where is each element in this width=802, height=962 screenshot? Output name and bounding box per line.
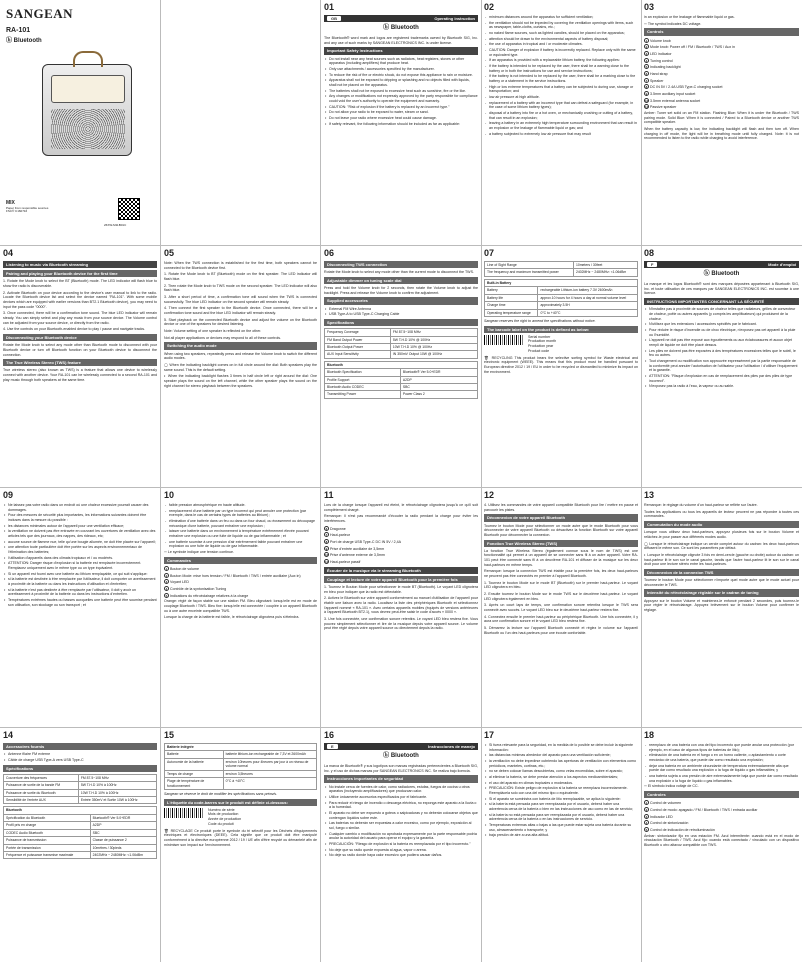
list-item: - if the battery is intended to be replaced by the user, there shall be a warning close to the battery or in both the instructions for use and service instructions;: [484, 64, 638, 73]
list-item: • N'utilisez que les extensions / accessoires spécifiés par le fabricant.: [644, 322, 799, 327]
panel-08: 08 F Mode d'emploi ⓑ Bluetooth La marque et les logos Bluetooth® sont des marques déposées appartenant à Bluetooth SIG, Inc. et toute utilisation de ces marques par SANGEAN ELECTRONICS INC. est soumise à une licence. INSTRUCTIONS IMPORTANTES CONCERNANT LA SÉCURITÉ • N'installez pas à proximité de sources de chaleur telles que radiateurs, grilles de convecteur de chaleur, poêle ou autres appareils (y compris les amplificateurs) qui produisent de la chaleur. • N'utilisez que les extensions / accessoires spécifiés par le fabricant. • Pour réduire le risque d'incendie ou de choc électrique, n'exposez pas cet appareil à la pluie ou l'humidité. • L'appareil ne doit pas être exposé aux égouttements ou aux éclaboussures et aucun objet rempli de liquide ne doit être placé dessus. • Les piles ne doivent pas être exposées à des températures excessives telles que le soleil, le feu ou autres. • Tout changement ou modification non approuvée expressément par la partie responsable de la conformité peut annuler l'autorisation de l'utilisateur pour l'utilisation / d'utiliser l'équipement et la garantie. • ATTENTION: "Risque d'explosion en cas de remplacement des piles par des piles de type incorrect". • N'exposez pas la radio à l'eau, la vapeur ou au sable.: [641, 246, 802, 487]
accessory-item: • External FM Wire Antenna: [324, 307, 478, 312]
list-item: • N'exposez pas la radio à l'eau, la vapeur ou au sable.: [644, 384, 799, 389]
list-item: • Las baterías no deberán ser expuestas a calor excesivo, como por ejemplo, exposición al sol, fuego o similar.: [324, 821, 478, 830]
spec-value: Entrée 350mV et Sortie 10W à 100Hz: [78, 796, 156, 803]
spec-label: Transmitting Power: [325, 391, 401, 398]
list-item: • no se deben colocar llamas descubiertas, como velas encendidas, sobre el aparato;: [484, 769, 638, 774]
spec-row: [4, 837, 157, 844]
controls-list: [644, 38, 799, 110]
weee-bin-icon: 🗑: [164, 828, 170, 833]
spec-row: [485, 287, 638, 294]
control-item: 7 Haut-parleur: [325, 533, 350, 538]
list-item: - a battery subjected to extremely low air pressure that may result: [484, 132, 638, 137]
spec-table: Bluetooth Spécification du Bluetooth Bluetooth® Ver 5.0+EDR Profil pris en charge A2DP CODEC Audio Bluetooth SBC Puissance de transmission Classe de puissance 2 Portée de transmission 10mètres / 30pieds Fréquence et puissance transmise maximale 2402MHz ~ 2480MHz: <1.06dBm: [3, 806, 157, 859]
list-item: - élimination d'une batterie dans un feu ou dans un four chaud, ou écrasement ou découpage mécanique d'une batterie, pouvant entraîner une explosion ;: [164, 519, 317, 528]
step-item: 5. Start playback on the connected Bluetooth device and adjust the volume on the Bluetooth device or one of the speakers for desired listening.: [164, 317, 317, 327]
cover-panel: [0, 0, 160, 245]
spec-row: [4, 774, 157, 781]
fsc-logo: MIX Paper from responsible sources FSC® C160716: [6, 200, 49, 214]
barcode-label: Mois de production: [208, 812, 239, 817]
spec-label: Charge time: [485, 302, 538, 309]
list-item: • aucune source de flamme nue, telle qu'une bougie allumée, ne doit être placée sur l'appareil;: [3, 540, 157, 545]
list-item: • si la batería está pensada para ser reemplazada por el usuario, deberá haber una advertencia cerca de la batería o bien en las instrucciones de uso como en las de servicio;: [484, 802, 638, 811]
spec-table: [3, 774, 157, 805]
control-item: 6 Hand strap: [645, 71, 668, 76]
spec-value: approx.10 hours for 4 hours a day at normal volume level: [538, 294, 638, 301]
spec-row: [165, 770, 317, 777]
step-item: 3. Une fois connectée, une confirmation sonore retentira. Le voyant LED bleu restera fixe. Vous pouvez simplement sélectionner et lire de la musique depuis votre appareil source. Le volume peut être réglé depuis votre appareil source ou directement depuis la radio.: [324, 617, 478, 631]
control-item: 3 LED indicator: [645, 51, 672, 56]
list-item: • si la batterie est destinée à être remplacée par l'utilisateur, il doit comporter un avertissement à proximité de la batterie ou dans les instructions d'utilisation et d'entretien;: [3, 577, 157, 586]
model-name: RA-101: [6, 26, 31, 34]
spec-row: [4, 789, 157, 796]
list-item: - attention should be drawn to the environmental aspects of battery disposal;: [484, 37, 638, 42]
spec-row: [4, 822, 157, 829]
list-item: • Do not allow your radio to be exposed to water, steam or sand.: [324, 110, 478, 115]
list-item: - eliminación de una batería en el fuego o en un horno caliente, o aplastamiento o corte mecánico de una batería, que puede dar como resultado una explosión;: [644, 753, 799, 762]
spec-value: environ 10heures pour 4heures par jour à un niveau de volume normal: [223, 758, 316, 770]
list-item: • Les piles ne doivent pas être exposées à des températures excessives telles que le soleil, le feu ou autres.: [644, 349, 799, 358]
step-item: 2. Activate Bluetooth on your device according to the device's user manual to link to the radio. Locate the Bluetooth device list and select the device named "RA-101". With some mobile devices which are equipped with earlier versions than BT2.1 Bluetooth device), you may need to input the pass code "0000".: [3, 290, 157, 309]
spec-table: Batterie intégrée Batterie batterie lithium-ion rechargeable de 7,3V et 2600mAh Autonomie de la batterie environ 10heures pour 4heures par jour à un niveau de volume normal Temps de charge environ 3,5heures Plage de température de fonctionnement 0°C à +40°C: [164, 743, 317, 790]
spec-value: 5W T.H.D 10% @ 100Hz: [390, 336, 477, 343]
list-item: • Températures extrêmes hautes ou basses auxquelles une batterie peut être soumise pendant son utilisation, son stockage ou son transport ; et: [3, 598, 157, 607]
barcode-label: Année de production: [208, 817, 242, 822]
list-item: • baja presión de aire a una alta altitud.: [484, 833, 638, 838]
panel-07: 07 Line of Sight Range 10meters / 30feet The frequency and maximum transmitted power 2402MHz ~ 2480MHz: <1.06dBm Built-in Battery Battery rechargeable Lithium-ion battery 7.3V 2600mAh Battery life approx.10 hours for 4 hours a day at normal volume level Charge time approximately 3.5H Operating temperature range 0°C to +40°C Sangean reserves the right to amend the specifications without notice. The barcode label on the product is defined as below: Serial number Production month Production year Product code 🗑 RECYCLING This product bears the selective sorting symbol for Waste electrical and electronic equipment (WEEE). This means that this product must be handled pursuant to European directive 2012 / 19 / EU in order to be recycled or dismantled to minimize its impact on the environment.: [484, 248, 638, 374]
list-item: • Utilice únicamente accesorios especificados por el fabricante.: [324, 795, 478, 800]
spec-value: Bluetooth® Ver 5.0+EDR: [90, 814, 156, 821]
spec-value: Classe de puissance 2: [90, 837, 156, 844]
spec-row: [485, 302, 638, 309]
spec-row: [325, 384, 478, 391]
spec-label: Line of Sight Range: [485, 262, 574, 269]
step-item: 4. Then connect the first speaker to the Bluetooth device. Once connected, there will be a confirmation tone sound and the blue LED indicator will remain steady.: [164, 306, 317, 316]
qr-code: [118, 198, 140, 220]
control-item: 8 Port de charge USB Type-C DC IN 5V / 2,4A: [325, 540, 402, 545]
panel-03: 03 in an explosion or the leakage of flammable liquid or gas. ⎓ The symbol indicates DC voltage. Controls 1 Volume knob 2 Mode knob: Power off / FM / Bluetooth / TWS / Aux in 3 LED indicator 4 Tuning control 5 Indicating backlight 6 Hand strap 7 Speaker 8 DC IN 5V / 2.4A USB Type-C charging socket 9 3.5mm auxiliary input socket 10 3.5mm external antenna socket 11 Passive speaker Amber: Tuner set solid on an FM station. Flashing Blue: When it is under the Bluetooth / TWS pairing mode. Solid Blue: When it is connected / Paired to a Bluetooth device or another TWS compatible speaker. When the battery capacity is low, the indicating backlight will flash and then turn off. When charging in off mode, the light will be in breathing mode until fully charged. Note: It is not recommended to listen to the radio while charging to avoid interference.: [644, 2, 799, 141]
spec-value: Bluetooth® Ver 5.0+EDR: [400, 369, 477, 376]
control-item: 1 Volume knob: [645, 38, 671, 43]
panel-02: 02 - minimum distances around the apparatus for sufficient ventilation; - the ventilation should not be impeded by covering the ventilation openings with items, such as newspaper, table-cloths, curtains, etc.; - no naked flame sources, such as lighted candles, should be placed on the apparatus; - attention should be drawn to the environmental aspects of battery disposal; - the use of apparatus in tropical and / or moderate climates. - CAUTION: Danger of explosion if battery is incorrectly replaced. Replace only with the same or equivalent type. - If an apparatus is provided with a replaceable lithium battery, the following applies: - if the battery is intended to be replaced by the user, there shall be a warning close to the battery or in both the instructions for use and service instructions; - if the battery is not intended to be replaced by the user, there shall be a marking close to the battery or a statement in the service instructions. - High or low extreme temperatures that a battery can be subjected to during use, storage or transportation; and - low air pressure at high altitude. - replacement of a battery with an incorrect type that can defeat a safeguard (for example, in the case of some lithium battery types); - disposal of a battery into fire or a hot oven, or mechanically crushing or cutting of a battery, that can result in an explosion; - leaving a battery in an extremely high temperature surrounding environment that can result in an explosion or the leakage of flammable liquid or gas; and - a battery subjected to extremely low air pressure that may result: [481, 0, 641, 245]
list-item: • la ventilation ne doivent pas être entravée en couvrant les ouvertures de ventilation avec des articles tels que des journaux, des nappes, des rideaux, etc;: [3, 529, 157, 538]
spec-row: [325, 336, 478, 343]
control-item: 2 Bouton Mode: mise hors tension / FM / Bluetooth / TWS / entrée auxiliaire (Aux in): [165, 573, 301, 578]
spec-label: AUX Input Sensitivity: [325, 351, 391, 358]
list-item: • L'appareil ne doit pas être exposé aux égouttements ou aux éclaboussures et aucun objet rempli de liquide ne doit être placé dessus.: [644, 338, 799, 347]
panel-13: 13 Remarque: le réglage du volume d'un haut-parleur se reflète sur l'autre. Toutes les applications ou tous les appareils de lecteur peuvent ne pas répondre à toutes ces commandes. Commutation du mode audio Lorsque vous utilisez deux haut-parleurs, appuyez plusieurs fois sur le bouton Volume et relâchez-le pour passer aux différents modes audio. ◯ Lorsque le rétroéclairage indique un cercle complet autour du cadran: les deux haut-parleurs diffusent le même son. Ce sont les paramètres par défaut. ◐ Lorsque le rétroéclairage clignote 3 fois en demi-cercle (gauche ou droite) autour du cadran: un haut-parleur lit le son sur le canal gauche, tandis que l'autre haut-parleur lit le son sur le canal droit pour une lecture stéréo entre les haut-parleurs. Déconnexion de la connexion TWS Tournez le bouton Mode pour sélectionner n'importe quel mode autre que le mode actuel pour déconnecter le TWS. Intensité du rétroéclairage réglable sur le cadran de tuning Appuyez sur le bouton Volume et maintenez-le enfoncé pendant 2 secondes, puis tournez-le pour régler le rétroéclairage. Appuyez brièvement sur le bouton Volume pour confirmer le réglage.: [644, 490, 799, 612]
control-item: 2 Mode knob: Power off / FM / Bluetooth / TWS / Aux in: [645, 45, 735, 50]
spec-value: 0°C to +40°C: [538, 309, 638, 316]
spec-label: Portée de transmission: [4, 844, 91, 851]
list-item: - if the battery is not intended to be replaced by the user, there shall be a marking close to the battery or a statement in the service instructions.: [484, 74, 638, 83]
bluetooth-logo: ⓑ Bluetooth: [383, 25, 419, 32]
panel-14: 14 Accessoires fournis • Antenne filaire FM externe • Câble de charge USB Type-A vers USB Type-C Spécifications Couverture des fréquences FM 87.5~108 MHz Puissance de sortie de la bande FM 5W T.H.D 10% à 100Hz Puissance de sortie du Bluetooth 10W T.H.D 10% à 100Hz Sensibilité de l'entrée AUX Entrée 350mV et Sortie 10W à 100Hz Bluetooth Spécification du Bluetooth Bluetooth® Ver 5.0+EDR Profil pris en charge A2DP CODEC Audio Bluetooth SBC Puissance de transmission Classe de puissance 2 Portée de transmission 10mètres / 30pieds Fréquence et puissance transmise maximale 2402MHz ~ 2480MHz: <1.06dBm: [0, 728, 160, 962]
spec-label: Spécification du Bluetooth: [4, 814, 91, 821]
spec-row: [4, 844, 157, 851]
list-item: • If safety relevant, the following information should be included as far as applicable:: [324, 122, 478, 127]
list-item: • si la batería no está pensada para ser reemplazada por el usuario, deberá haber una advertencia cerca de la batería o en las instrucciones de servicio.: [484, 813, 638, 822]
barcode-label: Production year: [528, 344, 554, 349]
spec-row: [325, 391, 478, 398]
list-item: • The batteries shall not be exposed to excessive heat such as sunshine, fire or the like.: [324, 89, 478, 94]
safety-list: [324, 57, 478, 127]
spec-row: [485, 294, 638, 301]
control-item: 11 Haut-parleur passif: [325, 560, 361, 565]
spec-value: 2402MHz ~ 2480MHz: <1.06dBm: [573, 269, 637, 276]
spec-value: SBC: [400, 384, 477, 391]
panel-06: 06 Disconnecting TWS connection Rotate the Mode knob to select any mode other than the current mode to disconnect the TWS. Adjustable dimmer on tuning scale dial Press and hold the Volume knob for 2 seconds, then rotate the Volume knob to adjust the backlight. Press and release the Volume knob to confirm the adjustment. Supplied accessories • External FM Wire Antenna • USB Type-A to USB Type-C Charging Cable Specifications Frequency Coverage FM 87.5~108 MHz FM Band Output Power 5W T.H.D 10% @ 100Hz Bluetooth Output Power 10W T.H.D 10% @ 100Hz AUX Input Sensitivity IN 350mV Output 10W @ 100Hz Bluetooth Bluetooth Specification Bluetooth® Ver 5.0+EDR Profile Support A2DP Bluetooth Audio CODEC SBC Transmitting Power Power Class 2: [321, 246, 481, 487]
list-item: • al eliminar la batería, se debe prestar atención a los aspectos medioambientales;: [484, 775, 638, 780]
control-item: 5 Indicating backlight: [645, 65, 681, 70]
spec-value: FM 87.5~108 MHz: [78, 774, 156, 781]
list-item: • Cualquier cambio o modificación no aprobada expresamente por la parte responsable podría anular la autoridad del usuario para operar el equipo y la garantía.: [324, 832, 478, 841]
panel-15: 15 Batterie intégrée Batterie batterie lithium-ion rechargeable de 7,3V et 2600mAh Autonomie de la batterie environ 10heures pour 4heures par jour à un niveau de volume normal Temps de charge environ 3,5heures Plage de température de fonctionnement 0°C à +40°C Sangean se réserve le droit de modifier les spécifications sans préavis. L'étiquette du code-barres sur le produit est définie ci-dessous: Numéro de série Mois de production Année de production Code du produit 🗑 RECYCLAGE Ce produit porte le symbole du tri sélectif pour les Déchets d'équipements électriques et électroniques (DEEE). Cela signifie que ce produit doit être manipulé conformément à la directive européenne 2012 / 19 / UE afin d'être recyclé ou démantelé afin de minimiser son impact sur l'environnement.: [164, 730, 318, 847]
spec-label: Profil pris en charge: [4, 822, 91, 829]
dc-symbol-icon: ⎓: [644, 21, 647, 26]
spec-label: Operating temperature range: [485, 309, 538, 316]
spec-row: [4, 814, 157, 821]
brand-logo: SANGEAN: [6, 6, 74, 21]
spec-value: FM 87.5~108 MHz: [390, 329, 477, 336]
dial-half-icon: ◐: [164, 374, 167, 379]
control-item: 2 Control de modo: apagado / FM / Bluetooth / TWS / entrada auxiliar: [645, 807, 758, 812]
panel-17: 17 • Si fuera relevante para la seguridad, en la medida de lo posible se debe incluir la siguiente información: • las distancias mínimas alrededor del aparato para una ventilación suficiente; • la ventilación no debe impedirse cubriendo las aperturas de ventilación con elementos como periódicos, manteles, cortinas, etc.; • no se deben colocar llamas descubiertas, como velas encendidas, sobre el aparato; • al eliminar la batería, se debe prestar atención a los aspectos medioambientales; • el uso del aparato en climas tropicales o moderados. • PRECAUCIÓN: Existe peligro de explosión si la batería se reemplaza incorrectamente. Reemplácela solo con una del mismo tipo o equivalente. • Si el aparato se suministra con batería de litio reemplazable, se aplica lo siguiente: • si la batería está pensada para ser reemplazada por el usuario, deberá haber una advertencia cerca de la batería o bien en las instrucciones de uso como en las de servicio; • si la batería no está pensada para ser reemplazada por el usuario, deberá haber una advertencia cerca de la batería o en las instrucciones de servicio. • Temperaturas extremas altas o bajas a las que puede estar sujeta una batería durante su uso, almacenamiento o transporte; y • baja presión de aire a una alta altitud.: [481, 728, 641, 962]
list-item: • El aparato no debe ser expuesto a goteos o salpicaduras y no deberán colocarse objetos que contengan líquidos sobre este.: [324, 811, 478, 820]
list-item: - leaving a battery in an extremely high temperature surrounding environment that can result in an explosion or the leakage of flammable liquid or gas; and: [484, 121, 638, 130]
spec-row: [485, 269, 638, 276]
list-item: - une batterie soumise à une pression d'air extrêmement faible pouvant entraîner une explosion ou une fuite de liquide ou de gaz inflammable.: [164, 540, 317, 549]
list-item: - no naked flame sources, such as lighted candles, should be placed on the apparatus;: [484, 31, 638, 36]
list-item: - laisser une batterie dans un environnement à température extrêmement élevée pouvant entraîner une explosion ou une fuite de liquide ou de gaz inflammable ; et: [164, 529, 317, 538]
control-item: 10 Prise d'antenne externe de 3,5mm: [325, 553, 385, 558]
panel-01: 01 GB Operating instruction ⓑ Bluetooth The Bluetooth® word mark and logos are registered trademarks owned by Bluetooth SIG, Inc. and any use of such marks by SANGEAN ELECTRONICS INC. is under license. Important Safety Instructions • Do not install near any heat sources such as radiators, heat registers, stoves or other apparatus (including amplifiers) that produce heat. • Only use attachments / accessories specified by the manufacturer. • To reduce the risk of fire or electric shock, do not expose this appliance to rain or moisture. • Apparatus shall not be exposed to dripping or splashing and no objects filled with liquids, shall not be placed on the apparatus. • The batteries shall not be exposed to excessive heat such as sunshine, fire or the like. • Any changes or modifications not expressly approved by the party responsible for compliance could void the user's authority to operate the equipment and warranty. • CAUTION: "Risk of explosion if the battery is replaced by an incorrect type." • Do not allow your radio to be exposed to water, steam or sand. • Do not leave your radio where excessive heat could cause damage. • If safety relevant, the following information should be included as far as applicable:: [321, 0, 481, 245]
spec-value: batterie lithium-ion rechargeable de 7,3V et 2600mAh: [223, 751, 316, 758]
control-item: 5 Indications du rétroéclairage relatives à la charge: [165, 593, 249, 598]
panel-16: 16 E Instrucciones de manejo ⓑ Bluetooth La marca de Bluetooth® y sus logotipos son marcas registradas pertenecientes a Bluetooth SIG, Inc. y el uso de dichas marcas por SANGEAN ELECTRONICS INC. Se realiza bajo licencia. Instrucciones importantes de seguridad • No instale cerca de fuentes de calor, como radiadores, estufas, fuegos de cocina u otros aparatos (incluyendo amplificadores) que produzcan calor. • Utilice únicamente accesorios especificados por el fabricante. • Para reducir el riesgo de incendio o descarga eléctrica, no exponga este aparato a la lluvia o a la humedad. • El aparato no debe ser expuesto a goteos o salpicaduras y no deberán colocarse objetos que contengan líquidos sobre este. • Las baterías no deberán ser expuestas a calor excesivo, como por ejemplo, exposición al sol, fuego o similar. • Cualquier cambio o modificación no aprobada expresamente por la parte responsable podría anular la autoridad del usuario para operar el equipo y la garantía. • PRECAUCIÓN: "Riesgo de explosión si la batería es reemplazada por el tipo incorrecto." • No deje que su radio quede expuesta al agua, vapor o arena. • No deje su radio donde haya calor excesivo que pudiera causar daños.: [321, 728, 481, 962]
spec-label: Profile Support: [325, 376, 401, 383]
list-item: • Si fuera relevante para la seguridad, en la medida de lo posible se debe incluir la siguiente información:: [484, 743, 638, 752]
spec-row: [325, 351, 478, 358]
spec-row: [165, 751, 317, 758]
list-item: • Apparatus shall not be exposed to dripping or splashing and no objects filled with liquids, shall not be placed on the apparatus.: [324, 78, 478, 87]
bluetooth-logo: ⓑ Bluetooth: [703, 271, 740, 278]
spec-row: [165, 758, 317, 770]
spec-row: [4, 796, 157, 803]
spec-label: Frequency Coverage: [325, 329, 391, 336]
spec-label: FM Band Output Power: [325, 336, 391, 343]
control-item: 9 Prise d'entrée auxiliaire de 3,5mm: [325, 546, 385, 551]
list-item: • las distancias mínimas alrededor del aparato para una ventilación suficiente;: [484, 753, 638, 758]
spec-label: Autonomie de la batterie: [165, 758, 224, 770]
list-item: • Si el aparato se suministra con batería de litio reemplazable, se aplica lo siguiente:: [484, 797, 638, 802]
accessory-item: • Câble de charge USB Type-A vers USB Type-C: [3, 758, 157, 763]
list-item: • el uso del aparato en climas tropicales o moderados.: [484, 781, 638, 786]
list-item: • No deje su radio donde haya calor excesivo que pudiera causar daños.: [324, 853, 478, 858]
panel-10: 10 - faible pression atmosphérique en haute altitude. - remplacement d'une batterie par un type incorrect qui peut annuler une protection (par exemple, dans le cas de certains types de batteries au lithium) ; - élimination d'une batterie dans un feu ou dans un four chaud, ou écrasement ou découpage mécanique d'une batterie, pouvant entraîner une explosion ; - laisser une batterie dans un environnement à température extrêmement élevée pouvant entraîner une explosion ou une fuite de liquide ou de gaz inflammable ; et - une batterie soumise à une pression d'air extrêmement faible pouvant entraîner une explosion ou une fuite de liquide ou de gaz inflammable. ⎓ Le symbole indique une tension continue. Commandes 1 Bouton de volume 2 Bouton Mode: mise hors tension / FM / Bluetooth / TWS / entrée auxiliaire (Aux in) 3 Voyant LED 4 Contrôle de la syntonisation Tuning 5 Indications du rétroéclairage relatives à la charge Orange: réglé de façon stable sur une station FM. Bleu clignotant: lorsqu'elle est en mode de couplage Bluetooth / TWS. Bleu fixe: lorsqu'elle est connectée / couplée à un appareil Bluetooth ou à une autre enceinte compatible TWS. Lorsque la charge de la batterie est faible, le rétroéclairage clignotera puis s'éteindra.: [161, 488, 320, 727]
barcode-label: Serial number: [528, 334, 551, 339]
list-item: • l'utilisation d'appareils dans des climats tropicaux et / ou modérés.: [3, 556, 157, 561]
control-item: 7 Speaker: [645, 78, 664, 83]
spec-value: A2DP: [90, 822, 156, 829]
step-item: 1. Rotate the Mode knob to select the BT (Bluetooth) mode. The LED indicator will flash blue to show the radio is discoverable.: [3, 279, 157, 289]
barcode-label: Product code: [528, 348, 550, 353]
list-item: - CAUTION: Danger of explosion if battery is incorrectly replaced. Replace only with the same or equivalent type.: [484, 48, 638, 57]
list-item: • No deje que su radio quede expuesta al agua, vapor o arena.: [324, 848, 478, 853]
spec-value: 5W T.H.D 10% à 100Hz: [78, 782, 156, 789]
control-item: 4 Control de sintonización: [645, 821, 689, 826]
spec-value: Power Class 2: [400, 391, 477, 398]
step-item: 2. Ensuite tournez le bouton Mode sur le mode TWS sur le deuxième haut-parleur. Le voyant LED clignotera également en bleu.: [484, 592, 638, 601]
spec-row: [485, 309, 638, 316]
spec-table: [484, 261, 638, 277]
panel-18: 18 - reemplazo de una batería con una del tipo incorrecto que puede anular una protección (por ejemplo, en el caso de algunos tipos de baterías de litio); - eliminación de una batería en el fuego o en un horno caliente, o aplastamiento o corte mecánico de una batería, que puede dar como resultado una explosión; - dejar una batería en un ambiente circundante de temperatura extremadamente alta que puede dar como resultado una explosión o la fuga de líquido o gas inflamables; y - una batería sujeta a una presión de aire extremadamente baja que puede dar como resultado una explosión o la fuga de líquido o gas inflamables. ⎓ El símbolo indica voltaje de CC. Controles 1 Control de volumen 2 Control de modo: apagado / FM / Bluetooth / TWS / entrada auxiliar 3 Indicador LED 4 Control de sintonización 5 Control de indicación de retroiluminación Ámbar: sintonizador fijo en una estación FM. Azul intermitente: cuando está en el modo de vinculación Bluetooth / TWS. Azul fijo: cuando está conectado / vinculado con un dispositivo Bluetooth u otro altavoz compatible con TWS.: [641, 728, 802, 962]
list-item: • Si un appareil est fourni avec une batterie au lithium remplaçable, ce qui suit s'applique:: [3, 572, 157, 577]
panel-12: 12 4. Utilisez les commandes de votre appareil compatible Bluetooth pour lire / mettre en pause et parcourir les pistes. Déconnexion de votre appareil Bluetooth Tournez le bouton Mode pour sélectionner un mode autre que le mode Bluetooth pour vous déconnecter de votre appareil Bluetooth ou désactivez la fonction Bluetooth sur votre appareil Bluetooth pour déconnecter la connexion. Fonction True Wireless Stereo (TWS) La fonction True Wireless Stereo (également connue sous le nom de TWS) est une fonctionnalité qui permet à un appareil de se connecter sans fil à un autre appareil. Votre RA-101 peut être connecté sans fil à un deuxième RA-101 et diffuser de la musique sur les deux haut-parleurs en même temps. Remarque: lorsque la connexion TWS est établie pour la première fois, les deux haut-parleurs ne peuvent pas être connectés en premier à l'appareil Bluetooth. 1. Tournez le bouton Mode sur le mode BT (Bluetooth) sur le premier haut-parleur. Le voyant LED clignotera en bleu. 2. Ensuite tournez le bouton Mode sur le mode TWS sur le deuxième haut-parleur. Le voyant LED clignotera également en bleu. 3. Après un court laps de temps, une confirmation sonore retentira lorsque le TWS sera connecté avec succès. Le voyant LED bleu sur le deuxième haut-parleur restera fixe. 4. Connectez ensuite le premier haut-parleur au périphérique Bluetooth. Une fois connectée, il y aura une confirmation sonore et le voyant LED bleu restera fixe. 5. Démarrez la lecture sur l'appareil Bluetooth connecté et réglez le volume sur l'appareil Bluetooth ou l'un des haut-parleurs pour une écoute confortable.: [484, 490, 638, 635]
list-item: - the use of apparatus in tropical and / or moderate climates.: [484, 42, 638, 47]
spec-row: [4, 782, 157, 789]
spec-table: [324, 328, 478, 359]
list-item: - reemplazo de una batería con una del tipo incorrecto que puede anular una protección (por ejemplo, en el caso de algunos tipos de baterías de litio);: [644, 743, 799, 752]
step-item: 1. Tournez le Bouton Mode pour sélectionner le mode BT (Bluetooth). Le voyant LED clignotera en bleu pour indiquer que la radio est détectable.: [324, 585, 478, 594]
control-item: 5 Control de indicación de retroiluminación: [645, 827, 715, 832]
list-item: • ATTENTION: Danger risque d'explosion si la batterie est remplacée incorrectement. Remplacez uniquement avec le même type ou un type équivalent.: [3, 561, 157, 570]
list-item: • Ne laissez pas votre radio dans un endroit où une chaleur excessive pourrait causer des dommages.: [3, 503, 157, 512]
spec-table: Bluetooth Bluetooth Specification Bluetooth® Ver 5.0+EDR Profile Support A2DP Bluetooth Audio CODEC SBC Transmitting Power Power Class 2: [324, 361, 478, 399]
list-item: • Pour des mesures de sécurité plus importantes, les informations suivantes doivent être incluses dans la mesure du possible :: [3, 513, 157, 522]
list-item: • CAUTION: "Risk of explosion if the battery is replaced by an incorrect type.": [324, 105, 478, 110]
spec-label: The frequency and maximum transmitted power: [485, 269, 574, 276]
control-item: 11 Passive speaker: [645, 105, 677, 110]
dial-half-icon: ◐: [644, 552, 647, 557]
spec-row: [325, 343, 478, 350]
step-item: 3. After a short period of time, a confirmation tone will sound when the TWS is connected successfully. The blue LED indicator on the second speaker will remain steady.: [164, 295, 317, 304]
panel-11: 11 Lors de la charge lorsque l'appareil est éteint, le rétroéclairage clignotera jusqu'à ce qu'il soit complètement chargé. Remarque: Il n'est pas recommandé d'écouter la radio pendant la charge pour éviter les interférences. 6 Dragonne 7 Haut-parleur 8 Port de charge USB Type-C DC IN 5V / 2,4A 9 Prise d'entrée auxiliaire de 3,5mm 10 Prise d'antenne externe de 3,5mm 11 Haut-parleur passif Écouter de la musique via le streaming Bluetooth Couplage et lecture de votre appareil Bluetooth pour la première fois 1. Tournez le Bouton Mode pour sélectionner le mode BT (Bluetooth). Le voyant LED clignotera en bleu pour indiquer que la radio est détectable. 2. Activez le Bluetooth sur votre appareil conformément au manuel d'utilisation de l'appareil pour établir une liaison avec la radio. Localisez la liste des périphériques Bluetooth et sélectionnez l'appareil nommé « RA-101 ». Avec certains appareils mobiles (équipés de versions antérieures à l'appareil Bluetooth BT2.1), vous devrez peut-être saisir le code d'accès « 0000 ». 3. Une fois connectée, une confirmation sonore retentira. Le voyant LED bleu restera fixe. Vous pouvez simplement sélectionner et lire de la musique depuis votre appareil source. Le volume peut être réglé depuis votre appareil source ou directement depuis la radio.: [324, 490, 478, 631]
barcode-diagram: [484, 335, 638, 354]
panel-04: 04 Listening to music via Bluetooth streaming Pairing and playing your Bluetooth device for the first time 1. Rotate the Mode knob to select the BT (Bluetooth) mode. The LED indicator will flash blue to show the radio is discoverable. 2. Activate Bluetooth on your device according to the device's user manual to link to the radio. Locate the Bluetooth device list and select the device named "RA-101". With some mobile devices which are equipped with earlier versions than BT2.1 Bluetooth device), you may need to input the pass code "0000". 3. Once connected, there will be a confirmation tone sound. The blue LED indicator will remain steady. You can simply select and play any music from your source device. The Volume control can be adjusted from your source device, or directly from the radio. 4. Use the controls on your Bluetooth-enabled device to play / pause and navigate tracks. Disconnecting your Bluetooth device Rotate the Mode knob to select any mode other than Bluetooth mode to disconnect with your Bluetooth device or turn off Bluetooth function on your Bluetooth device to disconnect the connection. The True Wireless Stereo (TWS) feature True wireless stereo (also known as TWS) is a feature that allows one device to wirelessly connect with another device. Your RA-101 can be wirelessly connected to a second RA-101 and play music through both speakers at the same time.: [3, 248, 157, 382]
spec-value: 10W T.H.D 10% à 100Hz: [78, 789, 156, 796]
dc-symbol-icon: ⎓: [164, 550, 167, 555]
control-item: 1 Control de volumen: [645, 801, 682, 806]
control-item: 10 3.5mm external antenna socket: [645, 98, 701, 103]
spec-label: CODEC Audio Bluetooth: [4, 829, 91, 836]
list-item: • Only use attachments / accessories specified by the manufacturer.: [324, 67, 478, 72]
spec-value: rechargeable Lithium-ion battery 7.3V 2600mAh: [538, 287, 638, 294]
barcode-label: Code du produit: [208, 821, 234, 826]
step-item: 4. Connectez ensuite le premier haut-parleur au périphérique Bluetooth. Une fois connectée, il y aura une confirmation sonore et le voyant LED bleu restera fixe.: [484, 614, 638, 624]
spec-row: [325, 369, 478, 376]
barcode-icon: [484, 335, 524, 345]
list-item: • N'installez pas à proximité de sources de chaleur telles que radiateurs, grilles de convecteur de chaleur, poêle ou autres appareils (y compris les amplificateurs) qui produisent de la chaleur.: [644, 307, 799, 321]
control-item: 8 DC IN 5V / 2.4A USB Type-C charging socket: [645, 85, 723, 90]
spec-label: Battery life: [485, 294, 538, 301]
spec-row: [4, 851, 157, 858]
step-item: 2. Then rotate the Mode knob to TWS mode on the second speaker. The LED indicator will also flash blue.: [164, 283, 317, 293]
spec-label: Couverture des fréquences: [4, 774, 79, 781]
step-item: 3. Après un court laps de temps, une confirmation sonore retentira lorsque le TWS sera connecté avec succès. Le voyant LED bleu sur le deuxième haut-parleur restera fixe.: [484, 603, 638, 613]
list-item: - faible pression atmosphérique en haute altitude.: [164, 503, 317, 508]
barcode-diagram: [164, 808, 317, 827]
list-item: - disposal of a battery into fire or a hot oven, or mechanically crushing or cutting of a battery, that can result in an explosion;: [484, 111, 638, 120]
bluetooth-logo: ⓑ Bluetooth: [383, 753, 419, 760]
step-item: 3. Once connected, there will be a confirmation tone sound. The blue LED indicator will remain steady. You can simply select and play any music from your source device. The Volume control can be adjusted from your source device, or directly from the radio.: [3, 311, 157, 325]
list-item: - If an apparatus is provided with a replaceable lithium battery, the following applies:: [484, 58, 638, 63]
dial-full-icon: ◯: [644, 541, 649, 546]
list-item: - the ventilation should not be impeded by covering the ventilation openings with items, such as newspaper, table-cloths, curtains, etc.;: [484, 21, 638, 30]
list-item: - replacement of a battery with an incorrect type that can defeat a safeguard (for example, in the case of some lithium battery types);: [484, 101, 638, 110]
control-item: 4 Tuning control: [645, 58, 673, 63]
list-item: • Temperaturas extremas altas o bajas a las que puede estar sujeta una batería durante su uso, almacenamiento o transporte; y: [484, 823, 638, 832]
list-item: - remplacement d'une batterie par un type incorrect qui peut annuler une protection (par exemple, dans le cas de certains types de batteries au lithium) ;: [164, 509, 317, 518]
spec-value: 10W T.H.D 10% @ 100Hz: [390, 343, 477, 350]
spec-row: [4, 829, 157, 836]
step-item: 2. Activez le Bluetooth sur votre appareil conformément au manuel d'utilisation de l'appareil pour établir une liaison avec la radio. Localisez la liste des périphériques Bluetooth et sélectionnez l'appareil nommé « RA-101 ». Avec certains appareils mobiles (équipés de versions antérieures à l'appareil Bluetooth BT2.1), vous devrez peut-être saisir le code d'accès « 0000 ».: [324, 596, 478, 615]
bluetooth-logo: ⓑ Bluetooth: [6, 37, 42, 44]
panel-09: 09 • Ne laissez pas votre radio dans un endroit où une chaleur excessive pourrait causer des dommages. • Pour des mesures de sécurité plus importantes, les informations suivantes doivent être incluses dans la mesure du possible : • les distances minimales autour de l'appareil pour une ventilation efficace; • la ventilation ne doivent pas être entravée en couvrant les ouvertures de ventilation avec des articles tels que des journaux, des nappes, des rideaux, etc; • aucune source de flamme nue, telle qu'une bougie allumée, ne doit être placée sur l'appareil; • une attention toute particulière doit être portée sur les aspects environnementaux de l'élimination des batteries; • l'utilisation d'appareils dans des climats tropicaux et / ou modérés. • ATTENTION: Danger risque d'explosion si la batterie est remplacée incorrectement. Remplacez uniquement avec le même type ou un type équivalent. • Si un appareil est fourni avec une batterie au lithium remplaçable, ce qui suit s'applique: • si la batterie est destinée à être remplacée par l'utilisateur, il doit comporter un avertissement à proximité de la batterie ou dans les instructions d'utilisation et d'entretien; • si la batterie n'est pas destinée à être remplacée par l'utilisateur, il doit y avoir un avertissement à proximité de la batterie ou dans les instructions d'entretien. • Températures extrêmes hautes ou basses auxquelles une batterie peut être soumise pendant son utilisation, son stockage ou son transport ; et: [0, 488, 160, 727]
list-item: • la ventilación no debe impedirse cubriendo las aperturas de ventilación con elementos como periódicos, manteles, cortinas, etc.;: [484, 759, 638, 768]
spec-value: approximately 3.5H: [538, 302, 638, 309]
list-item: - minimum distances around the apparatus for sufficient ventilation;: [484, 15, 638, 20]
control-item: 3 Indicador LED: [645, 814, 673, 819]
list-item: • Tout changement ou modification non approuvée expressément par la partie responsable de la conformité peut annuler l'autorisation de l'utilisateur pour l'utilisation / d'utiliser l'équipement et la garantie.: [644, 359, 799, 373]
control-item: 6 Dragonne: [325, 526, 346, 531]
barcode-label: Numéro de série: [208, 807, 235, 812]
spec-value: IN 350mV Output 10W @ 100Hz: [390, 351, 477, 358]
barcode-icon: [164, 808, 204, 818]
list-item: • PRECAUCIÓN: Existe peligro de explosión si la batería se reemplaza incorrectamente. Reemplácela solo con una del mismo tipo o equivalente.: [484, 786, 638, 795]
control-item: 3 Voyant LED: [165, 580, 189, 585]
list-item: • PRECAUCIÓN: "Riesgo de explosión si la batería es reemplazada por el tipo incorrecto.": [324, 842, 478, 847]
accessory-item: • Antenne filaire FM externe: [3, 752, 157, 757]
spec-label: Puissance de sortie de la bande FM: [4, 782, 79, 789]
panel-05: 05 Note: When the TWS connection is established for the first time, both speakers cannot be connected to the Bluetooth device first. 1. Rotate the Mode knob to BT (Bluetooth) mode on the first speaker. The LED indicator will flash blue. 2. Then rotate the Mode knob to TWS mode on the second speaker. The LED indicator will also flash blue. 3. After a short period of time, a confirmation tone will sound when the TWS is connected successfully. The blue LED indicator on the second speaker will remain steady. 4. Then connect the first speaker to the Bluetooth device. Once connected, there will be a confirmation tone sound and the blue LED indicator will remain steady. 5. Start playback on the connected Bluetooth device and adjust the volume on the Bluetooth device or one of the speakers for desired listening. Note: Volume setting of one speaker is reflected on the other. Not all player applications or devices may respond to all of these controls. Switching the audio mode When using two speakers, repeatedly press and release the Volume knob to switch the different audio modes. ◯ When the indicating backlight comes on in full circle around the dial: Both speakers play the same sound. This is the default setting. ◐ When the indicating backlight flashes 3 times in half circle left or right around the dial: One speaker plays the sound on the left channel, while the other speaker plays the sound on the right channel for stereo playback between the speakers.: [164, 248, 318, 388]
spec-label: Bluetooth Output Power: [325, 343, 391, 350]
spec-row: [325, 329, 478, 336]
list-item: • Any changes or modifications not expressly approved by the party responsible for compliance could void the user's authority to operate the equipment and warranty.: [324, 94, 478, 103]
spec-row: [165, 778, 317, 790]
list-item: • Do not install near any heat sources such as radiators, heat registers, stoves or other apparatus (including amplifiers) that produce heat.: [324, 57, 478, 66]
list-item: • Do not leave your radio where excessive heat could cause damage.: [324, 116, 478, 121]
spec-label: Bluetooth Audio CODEC: [325, 384, 401, 391]
list-item: - High or low extreme temperatures that a battery can be subjected to during use, storage or transportation; and: [484, 85, 638, 94]
spec-value: 2402MHz ~ 2480MHz: <1.06dBm: [90, 851, 156, 858]
spec-label: Bluetooth Specification: [325, 369, 401, 376]
control-item: 4 Contrôle de la syntonisation Tuning: [165, 586, 227, 591]
spec-label: Puissance de sortie du Bluetooth: [4, 789, 79, 796]
spec-label: Fréquence et puissance transmise maximale: [4, 851, 91, 858]
part-number: 26XW-M11B01C: [104, 223, 127, 227]
list-item: • ATTENTION: "Risque d'explosion en cas de remplacement des piles par des piles de type incorrect".: [644, 374, 799, 383]
control-item: 1 Bouton de volume: [165, 566, 199, 571]
accessory-item: • USB Type-A to USB Type-C Charging Cable: [324, 312, 478, 317]
barcode-label: Production month: [528, 339, 557, 344]
list-item: • To reduce the risk of fire or electric shock, do not expose this appliance to rain or moisture.: [324, 73, 478, 78]
spec-row: [325, 376, 478, 383]
weee-bin-icon: 🗑: [484, 355, 490, 360]
step-item: 4. Use the controls on your Bluetooth-enabled device to play / pause and navigate tracks.: [3, 327, 146, 332]
list-item: • une attention toute particulière doit être portée sur les aspects environnementaux de l'élimination des batteries;: [3, 545, 157, 554]
spec-value: SBC: [90, 829, 156, 836]
radio-illustration: [42, 64, 132, 156]
list-item: - low air pressure at high altitude.: [484, 95, 638, 100]
control-item: 9 3.5mm auxiliary input socket: [645, 91, 696, 96]
list-item: • Pour réduire le risque d'incendie ou de choc électrique, n'exposez pas cet appareil à la pluie ou l'humidité.: [644, 328, 799, 337]
list-item: • si la batterie n'est pas destinée à être remplacée par l'utilisateur, il doit y avoir un avertissement à proximité de la batterie ou dans les instructions d'entretien.: [3, 588, 157, 597]
spec-table: Built-in Battery Battery rechargeable Lithium-ion battery 7.3V 2600mAh Battery life approx.10 hours for 4 hours a day at normal volume level Charge time approximately 3.5H Operating temperature range 0°C to +40°C: [484, 279, 638, 317]
spec-value: 10mètres / 30pieds: [90, 844, 156, 851]
spec-value: A2DP: [400, 376, 477, 383]
safety-list: [484, 15, 638, 136]
list-item: • No instale cerca de fuentes de calor, como radiadores, estufas, fuegos de cocina u otros aparatos (incluyendo amplificadores) que produzcan calor.: [324, 785, 478, 794]
spec-label: Temps de charge: [165, 770, 224, 777]
list-item: • les distances minimales autour de l'appareil pour une ventilation efficace;: [3, 524, 157, 529]
spec-label: Sensibilité de l'entrée AUX: [4, 796, 79, 803]
spec-value: environ 3,5heures: [223, 770, 316, 777]
list-item: - dejar una batería en un ambiente circundante de temperatura extremadamente alta que puede dar como resultado una explosión o la fuga de líquido o gas inflamables; y: [644, 764, 799, 773]
spec-value: 10meters / 30feet: [573, 262, 637, 269]
dc-symbol-icon: ⎓: [644, 784, 647, 789]
list-item: • Para reducir el riesgo de incendio o descarga eléctrica, no exponga este aparato a la lluvia o a la humedad.: [324, 801, 478, 810]
dial-full-icon: ◯: [164, 362, 169, 367]
step-item: 1. Rotate the Mode knob to BT (Bluetooth) mode on the first speaker. The LED indicator will flash blue.: [164, 272, 317, 282]
spec-row: [485, 262, 638, 269]
list-item: - una batería sujeta a una presión de aire extremadamente baja que puede dar como resultado una explosión o la fuga de líquido o gas inflamables.: [644, 774, 799, 783]
spec-label: Puissance de transmission: [4, 837, 91, 844]
spec-label: Plage de température de fonctionnement: [165, 778, 224, 790]
step-item: 5. Démarrez la lecture sur l'appareil Bluetooth connecté et réglez le volume sur l'appareil Bluetooth ou l'un des haut-parleurs pour une écoute confortable.: [484, 626, 638, 635]
spec-label: Batterie: [165, 751, 224, 758]
spec-label: Battery: [485, 287, 538, 294]
step-item: 1. Tournez le bouton Mode sur le mode BT (Bluetooth) sur le premier haut-parleur. Le voyant LED clignotera en bleu.: [484, 580, 638, 590]
spec-value: 0°C à +40°C: [223, 778, 316, 790]
